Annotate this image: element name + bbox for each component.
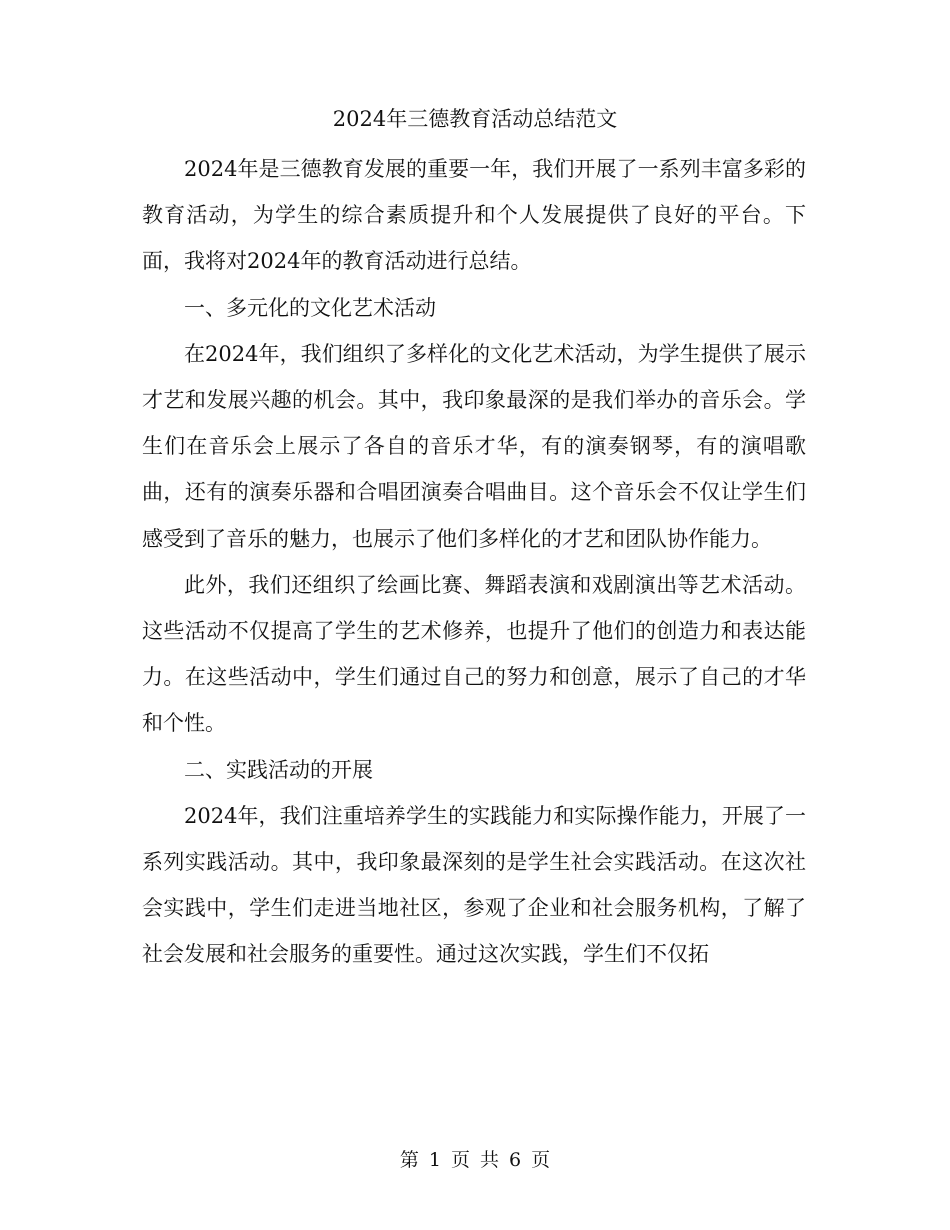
- paragraph-arts-activities: 在2024年，我们组织了多样化的文化艺术活动，为学生提供了展示才艺和发展兴趣的机会。其中，我印象最深的是我们举办的音乐会。学生们在音乐会上展示了各自的音乐才华，有的演奏钢琴，有的演唱歌曲，还有的演奏乐器和合唱团演奏合唱曲目。这个音乐会不仅让学生们感受到了音乐的魅力，也展示了他们多样化的才艺和团队协作能力。: [142, 341, 806, 551]
- paragraph-other-arts: 此外，我们还组织了绘画比赛、舞蹈表演和戏剧演出等艺术活动。这些活动不仅提高了学生的艺术修养，也提升了他们的创造力和表达能力。在这些活动中，学生们通过自己的努力和创意，展示了自己的才华和个性。: [142, 572, 806, 736]
- document-title: 2024年三德教育活动总结范文: [332, 107, 618, 131]
- paragraph-intro: 2024年是三德教育发展的重要一年，我们开展了一系列丰富多彩的教育活动，为学生的综合素质提升和个人发展提供了良好的平台。下面，我将对2024年的教育活动进行总结。: [142, 157, 806, 274]
- section-heading-1: 一、多元化的文化艺术活动: [184, 295, 436, 320]
- paragraph-practice-activities: 2024年，我们注重培养学生的实践能力和实际操作能力，开展了一系列实践活动。其中，我印象最深刻的是学生社会实践活动。在这次社会实践中，学生们走进当地社区，参观了企业和社会服务机构，了解了社会发展和社会服务的重要性。通过这次实践，学生们不仅拓: [142, 803, 806, 967]
- section-heading-2: 二、实践活动的开展: [184, 757, 373, 782]
- page-number-footer: 第 1 页 共 6 页: [399, 1149, 551, 1171]
- document-body: [142, 146, 806, 978]
